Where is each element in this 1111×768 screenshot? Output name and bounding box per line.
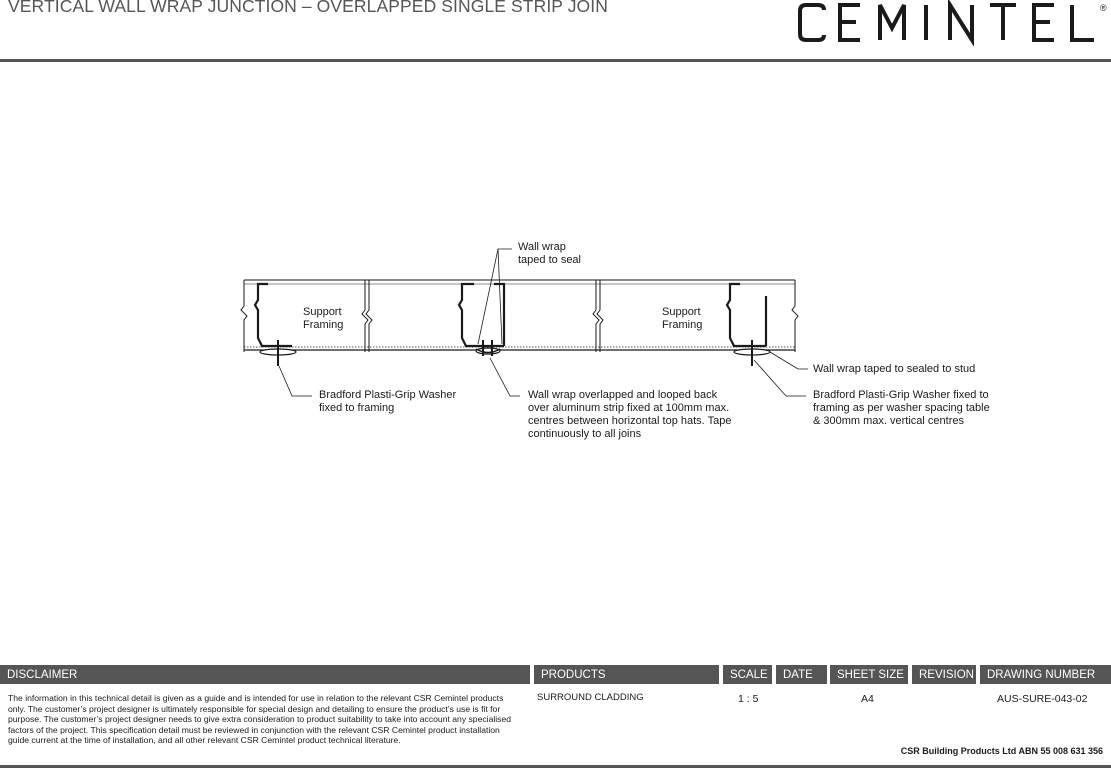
drawing-number-value: AUS-SURE-043-02 <box>997 693 1088 705</box>
leader-wall-wrap-2 <box>498 249 502 344</box>
leader-stud-seal <box>770 352 808 369</box>
scale-heading: SCALE <box>723 665 772 684</box>
company-abn: CSR Building Products Ltd ABN 55 008 631 356 <box>900 746 1103 756</box>
label-overlap-note: Wall wrap overlapped and looped back over aluminum strip fixed at 100mm max. centres between horizontal top hats. Tape continuously to all joins <box>528 389 732 440</box>
leader-wall-wrap-1 <box>478 249 512 344</box>
product-value: SURROUND CLADDING <box>537 692 644 703</box>
registered-mark: ® <box>1100 3 1107 13</box>
revision-heading: REVISION <box>912 665 976 684</box>
scale-value: 1 : 5 <box>738 693 759 705</box>
stud-center <box>459 284 504 346</box>
drawing-title: VERTICAL WALL WRAP JUNCTION – OVERLAPPED SINGLE STRIP JOIN <box>8 0 608 16</box>
stud-right <box>727 284 766 346</box>
label-washer-right: Bradford Plasti-Grip Washer fixed to framing as per washer spacing table & 300mm max. vertical centres <box>813 389 990 427</box>
disclaimer-heading: DISCLAIMER <box>0 665 530 684</box>
sheet-size-heading: SHEET SIZE <box>830 665 908 684</box>
drawing-number-heading: DRAWING NUMBER <box>980 665 1111 684</box>
leader-washer-left <box>279 366 312 396</box>
label-washer-left: Bradford Plasti-Grip Washer fixed to framing <box>319 389 457 414</box>
break-line-mid-2 <box>593 280 599 352</box>
label-wall-wrap-taped: Wall wrap taped to seal <box>518 241 581 266</box>
disclaimer-text: The information in this technical detail is given as a guide and is intended for use in relation to the relevant CSR Cemintel products only. The customer’s project designer is ultimately responsible for special design and detailing to ensure the product’s use is fit for purpose. The customer’s project designer needs to give extra consideration to product suitability to take into account any specialised factors of the project. This specification detail must be reviewed in conjunction with the relevant CSR Cemintel product installation guide current at the time of installation, and all other relevant CSR Cemintel product technical literature. <box>8 693 512 746</box>
leader-overlap <box>490 358 520 396</box>
stud-left <box>255 284 292 346</box>
label-wall-wrap-stud: Wall wrap taped to sealed to stud <box>813 363 976 375</box>
break-line-right <box>792 280 798 352</box>
leader-washer-right <box>754 360 806 396</box>
sheet-size-value: A4 <box>861 693 874 705</box>
date-heading: DATE <box>776 665 827 684</box>
label-support-framing-left: Support Framing <box>303 306 344 331</box>
junction-detail-drawing <box>0 62 1111 662</box>
label-support-framing-right: Support Framing <box>662 306 703 331</box>
cemintel-logo <box>796 0 1108 46</box>
break-line-mid-1 <box>362 280 368 352</box>
break-line-left <box>241 280 247 352</box>
products-heading: PRODUCTS <box>534 665 719 684</box>
